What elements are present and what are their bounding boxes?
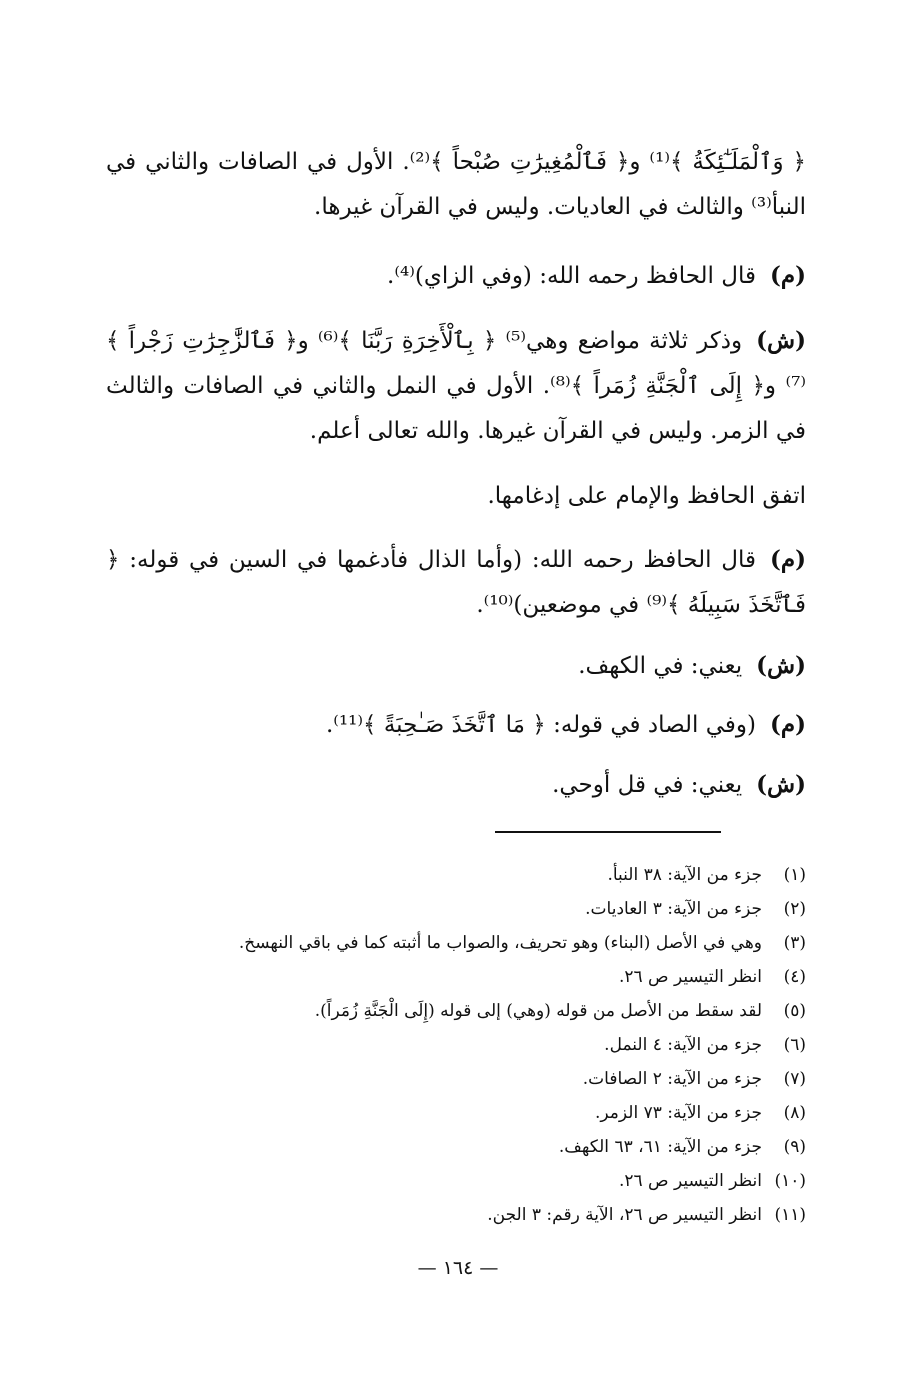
paragraph-agreement bbox=[106, 474, 806, 519]
footnote-number: (٩) bbox=[783, 1137, 806, 1157]
footnote-number: (٧) bbox=[783, 1069, 806, 1089]
speaker-label: (م) bbox=[769, 546, 806, 573]
footnote-8 bbox=[86, 1096, 806, 1130]
speaker-label: (م) bbox=[769, 262, 806, 289]
footnote-number: (٦) bbox=[783, 1035, 806, 1055]
footnote-number: (٨) bbox=[783, 1103, 806, 1123]
footnote-text: جزء من الآية: ٣٨ النبأ. bbox=[607, 865, 762, 885]
paragraph-text: يعني: في الكهف. bbox=[578, 653, 743, 679]
footnote-text: جزء من الآية: ٢ الصافات. bbox=[582, 1069, 762, 1089]
paragraph-text: وذكر ثلاثة مواضع وهي⁽⁵⁾ ﴿ بِٱلْأَخِرَةِ رَبَّنَا ﴾⁽⁶⁾ و﴿ فَٱلزَّٰجِرَٰتِ زَجْراً ﴾⁽⁷⁾ و﴿ إِلَى ٱلْجَنَّةِ زُمَراً ﴾⁽⁸⁾. الأول في النمل والثاني في الصافات والثالث في الزمر. وليس في القرآن غيرها. والله تعالى أعلم. bbox=[106, 328, 806, 444]
footnote-number: (١) bbox=[783, 865, 806, 885]
paragraph-matn-3 bbox=[106, 702, 806, 748]
footnote-text: جزء من الآية: ٧٣ الزمر. bbox=[595, 1103, 762, 1123]
footnote-text: انظر التيسير ص ٢٦. bbox=[618, 1171, 762, 1191]
paragraph-text: ﴿ وَٱلْمَلَـٰٓئِكَةُ ﴾⁽¹⁾ و﴿ فَٱلْمُغِيرَٰتِ صُبْحاً ﴾⁽²⁾. الأول في الصافات والثاني في النبأ⁽³⁾ والثالث في العاديات. وليس في القرآن غيرها. bbox=[106, 149, 806, 220]
paragraph-sharh-2 bbox=[106, 643, 806, 689]
footnote-number: (٤) bbox=[783, 967, 806, 987]
paragraph-matn-2 bbox=[106, 537, 806, 628]
footnote-separator bbox=[495, 831, 721, 833]
footnote-text: انظر التيسير ص ٢٦، الآية رقم: ٣ الجن. bbox=[487, 1205, 762, 1225]
paragraph-sharh-3 bbox=[106, 762, 806, 808]
paragraph-text: يعني: في قل أوحي. bbox=[552, 772, 743, 798]
footnote-number: (١٠) bbox=[774, 1171, 806, 1191]
footnote-number: (٥) bbox=[783, 1001, 806, 1021]
paragraph-sharh-1 bbox=[106, 318, 806, 454]
footnote-11 bbox=[86, 1198, 806, 1232]
footnote-9 bbox=[86, 1130, 806, 1164]
footnote-text: لقد سقط من الأصل من قوله (وهي) إلى قوله (إِلَى الْجَنَّةِ زُمَراً). bbox=[314, 1001, 762, 1021]
footnote-number: (٢) bbox=[783, 899, 806, 919]
footnotes bbox=[86, 858, 806, 1232]
speaker-label: (م) bbox=[769, 711, 806, 738]
speaker-label: (ش) bbox=[756, 652, 806, 679]
paragraph-intro bbox=[106, 140, 806, 230]
paragraph-matn-1 bbox=[106, 253, 806, 299]
footnote-number: (١١) bbox=[774, 1205, 806, 1225]
footnote-10 bbox=[86, 1164, 806, 1198]
speaker-label: (ش) bbox=[756, 771, 806, 798]
footnote-text: جزء من الآية: ٤ النمل. bbox=[604, 1035, 762, 1055]
footnote-2 bbox=[86, 892, 806, 926]
paragraph-text: قال الحافظ رحمه الله: (وفي الزاي)⁽⁴⁾. bbox=[387, 263, 756, 289]
paragraph-text: اتفق الحافظ والإمام على إدغامها. bbox=[487, 483, 806, 509]
paragraph-text: قال الحافظ رحمه الله: (وأما الذال فأدغمها في السين في قوله: ﴿ فَٱتَّخَذَ سَبِيلَهُ ﴾⁽⁹⁾ في موضعين)⁽¹⁰⁾. bbox=[106, 547, 806, 618]
footnote-3 bbox=[86, 926, 806, 960]
footnote-number: (٣) bbox=[783, 933, 806, 953]
footnote-7 bbox=[86, 1062, 806, 1096]
footnote-1 bbox=[86, 858, 806, 892]
page-number: — ١٦٤ — bbox=[417, 1257, 499, 1279]
footnote-text: جزء من الآية: ٣ العاديات. bbox=[585, 899, 762, 919]
paragraph-text: (وفي الصاد في قوله: ﴿ مَا ٱتَّخَذَ صَـٰحِبَةً ﴾⁽¹¹⁾. bbox=[325, 712, 756, 738]
footnote-4 bbox=[86, 960, 806, 994]
footnote-text: انظر التيسير ص ٢٦. bbox=[618, 967, 762, 987]
footnote-text: وهي في الأصل (البناء) وهو تحريف، والصواب ما أثبته كما في باقي النهسخ. bbox=[238, 933, 762, 953]
footnote-5 bbox=[86, 994, 806, 1028]
footnote-text: جزء من الآية: ٦١، ٦٣ الكهف. bbox=[558, 1137, 762, 1157]
footnote-6 bbox=[86, 1028, 806, 1062]
speaker-label: (ش) bbox=[756, 327, 807, 354]
